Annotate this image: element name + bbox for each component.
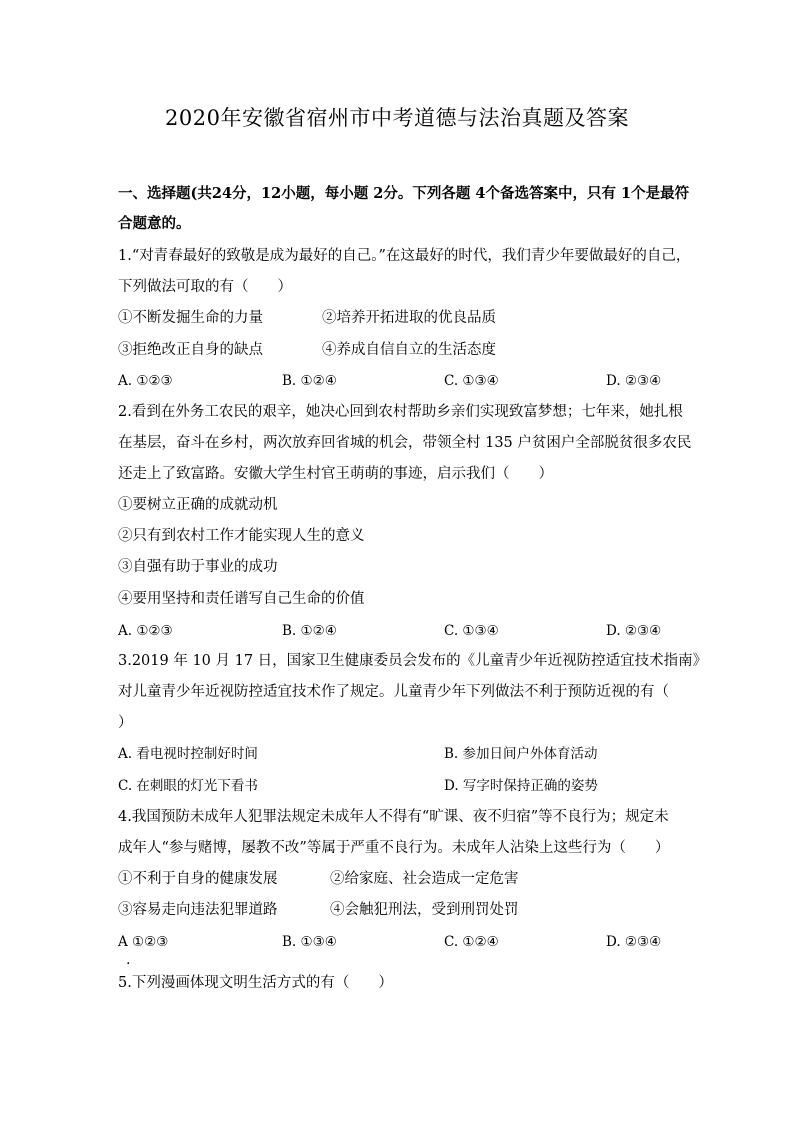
- q2-option-b: B. ①②④: [282, 623, 337, 639]
- q1-option-d: D. ②③④: [606, 373, 662, 389]
- q5-stem: 5.下列漫画体现文明生活方式的有（ ）: [118, 975, 393, 991]
- q1-item-1: ①不断发掘生命的力量: [118, 310, 263, 326]
- q1-option-c: C. ①③④: [444, 373, 499, 389]
- q3-option-b: B. 参加日间户外体育活动: [444, 746, 598, 762]
- q3-stem-cont-1: 对儿童青少年近视防控适宜技术作了规定。儿童青少年下列做法不利于预防近视的有（: [118, 684, 669, 700]
- q1-stem: 1.“对青春最好的致敬是成为最好的自己。”在这最好的时代，我们青少年要做最好的自己，: [118, 248, 691, 264]
- q3-option-c: C. 在刺眼的灯光下看书: [118, 778, 258, 794]
- q3-stem-cont-2: ）: [118, 715, 133, 731]
- q2-item-4: ④要用坚持和责任谱写自己生命的价值: [118, 591, 365, 607]
- q4-option-b: B. ①③④: [282, 934, 337, 950]
- q4-item-1: ①不利于自身的健康发展: [118, 871, 278, 887]
- q4-option-c: C. ①②④: [444, 934, 499, 950]
- q4-option-a-dot: .: [126, 952, 131, 968]
- q4-item-2: ②给家庭、社会造成一定危害: [330, 871, 519, 887]
- section-heading-cont: 合题意的。: [118, 215, 191, 232]
- q1-item-2: ②培养开拓进取的优良品质: [322, 310, 496, 326]
- q2-item-3: ③自强有助于事业的成功: [118, 559, 278, 575]
- q2-item-1: ①要树立正确的成就动机: [118, 497, 278, 513]
- q1-option-b: B. ①②④: [282, 373, 337, 389]
- q3-option-d: D. 写字时保持正确的姿势: [444, 778, 598, 794]
- q2-stem-cont-1: 在基层，奋斗在乡村，两次放弃回省城的机会，带领全村 135 户贫困户全部脱贫很多农民: [118, 435, 692, 451]
- page-title: 2020年安徽省宿州市中考道德与法治真题及答案: [165, 106, 629, 130]
- q2-stem: 2.看到在外务工农民的艰辛，她决心回到农村帮助乡亲们实现致富梦想；七年来，她扎根: [118, 404, 683, 420]
- q2-item-2: ②只有到农村工作才能实现人生的意义: [118, 528, 365, 544]
- q4-option-a: A ①②③: [118, 934, 169, 950]
- q1-item-3: ③拒绝改正自身的缺点: [118, 342, 263, 358]
- section-heading: 一、选择题(共24分，12小题，每小题 2分。下列各题 4个备选答案中，只有 1个是最符: [118, 185, 690, 202]
- q2-option-a: A. ①②③: [118, 623, 173, 639]
- q4-item-3: ③容易走向违法犯罪道路: [118, 902, 278, 918]
- q2-stem-cont-2: 还走上了致富路。安徽大学生村官王萌萌的事迹，启示我们（ ）: [118, 466, 553, 482]
- q1-option-a: A. ①②③: [118, 373, 173, 389]
- q1-item-4: ④养成自信自立的生活态度: [322, 342, 496, 358]
- q4-stem: 4.我国预防未成年人犯罪法规定未成年人不得有“旷课、夜不归宿”等不良行为；规定未: [118, 809, 669, 825]
- q2-option-d: D. ②③④: [606, 623, 662, 639]
- q3-option-a: A. 看电视时控制好时间: [118, 746, 258, 762]
- q4-option-d: D. ②③④: [606, 934, 662, 950]
- q2-option-c: C. ①③④: [444, 623, 499, 639]
- q4-stem-cont: 成年人“参与赌博，屡教不改”等属于严重不良行为。未成年人沾染上这些行为（ ）: [118, 840, 670, 856]
- q4-item-4: ④会触犯刑法，受到刑罚处罚: [330, 902, 519, 918]
- q1-stem-cont: 下列做法可取的有（ ）: [118, 279, 292, 295]
- q3-stem: 3.2019 年 10 月 17 日，国家卫生健康委员会发布的《儿童青少年近视防控适宜技术指南》: [118, 653, 708, 669]
